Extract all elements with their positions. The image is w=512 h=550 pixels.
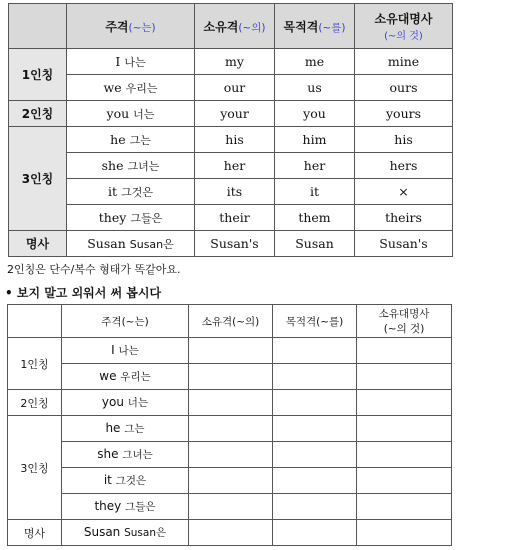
answer-cell[interactable] bbox=[357, 468, 452, 494]
answer-cell[interactable] bbox=[357, 520, 452, 546]
table-row bbox=[9, 49, 453, 75]
objective-cell: her bbox=[275, 153, 355, 179]
header-objective: 목적격(~를) bbox=[273, 305, 357, 338]
objective-cell: them bbox=[275, 205, 355, 231]
table-row bbox=[9, 75, 453, 101]
answer-cell[interactable] bbox=[273, 364, 357, 390]
answer-cell[interactable] bbox=[189, 416, 273, 442]
subjective-cell: we 우리는 bbox=[67, 75, 195, 101]
table-row bbox=[8, 442, 452, 468]
answer-cell[interactable] bbox=[273, 468, 357, 494]
header-row bbox=[9, 4, 453, 49]
pronoun-cell: his bbox=[355, 127, 453, 153]
table-row bbox=[9, 127, 453, 153]
table-row bbox=[9, 101, 453, 127]
pronoun-cell: mine bbox=[355, 49, 453, 75]
subjective-cell: you 너는 bbox=[62, 390, 189, 416]
answer-cell[interactable] bbox=[357, 390, 452, 416]
row-group-third-person: 3인칭 bbox=[9, 127, 67, 231]
answer-cell[interactable] bbox=[357, 442, 452, 468]
answer-cell[interactable] bbox=[273, 390, 357, 416]
header-subjective: 주격(~는) bbox=[67, 4, 195, 49]
answer-cell[interactable] bbox=[273, 338, 357, 364]
subjective-cell: I 나는 bbox=[67, 49, 195, 75]
table-row bbox=[8, 416, 452, 442]
row-group-third-person: 3인칭 bbox=[8, 416, 62, 520]
subjective-cell: he 그는 bbox=[67, 127, 195, 153]
pronoun-cell: hers bbox=[355, 153, 453, 179]
objective-cell: him bbox=[275, 127, 355, 153]
pronoun-reference-table bbox=[8, 3, 453, 257]
header-blank bbox=[9, 4, 67, 49]
objective-cell: us bbox=[275, 75, 355, 101]
answer-cell[interactable] bbox=[189, 364, 273, 390]
table-row bbox=[9, 153, 453, 179]
table-row bbox=[8, 468, 452, 494]
row-group-second-person: 2인칭 bbox=[8, 390, 62, 416]
answer-cell[interactable] bbox=[357, 364, 452, 390]
answer-cell[interactable] bbox=[273, 442, 357, 468]
answer-cell[interactable] bbox=[189, 520, 273, 546]
objective-cell: you bbox=[275, 101, 355, 127]
possessive-cell: her bbox=[195, 153, 275, 179]
possessive-cell: his bbox=[195, 127, 275, 153]
header-possessive: 소유격(~의) bbox=[189, 305, 273, 338]
row-group-first-person: 1인칭 bbox=[8, 338, 62, 390]
subjective-cell: it 그것은 bbox=[62, 468, 189, 494]
table-row bbox=[8, 520, 452, 546]
answer-cell[interactable] bbox=[189, 442, 273, 468]
table-row bbox=[9, 231, 453, 257]
subjective-cell: it 그것은 bbox=[67, 179, 195, 205]
row-group-noun: 명사 bbox=[9, 231, 67, 257]
subjective-cell: Susan Susan은 bbox=[67, 231, 195, 257]
possessive-cell: your bbox=[195, 101, 275, 127]
answer-cell[interactable] bbox=[273, 520, 357, 546]
answer-cell[interactable] bbox=[189, 468, 273, 494]
answer-cell[interactable] bbox=[189, 494, 273, 520]
table-row bbox=[8, 494, 452, 520]
header-possessive-pronoun: 소유대명사 (~의 것) bbox=[355, 4, 453, 49]
subjective-cell: he 그는 bbox=[62, 416, 189, 442]
possessive-cell: my bbox=[195, 49, 275, 75]
table-row bbox=[8, 364, 452, 390]
row-group-second-person: 2인칭 bbox=[9, 101, 67, 127]
section-heading: • 보지 말고 외워서 써 봅시다 bbox=[5, 286, 162, 300]
table-row bbox=[8, 338, 452, 364]
row-group-noun: 명사 bbox=[8, 520, 62, 546]
header-subjective: 주격(~는) bbox=[62, 305, 189, 338]
possessive-cell: our bbox=[195, 75, 275, 101]
possessive-cell: Susan's bbox=[195, 231, 275, 257]
subjective-cell: we 우리는 bbox=[62, 364, 189, 390]
answer-cell[interactable] bbox=[357, 416, 452, 442]
pronoun-cell: yours bbox=[355, 101, 453, 127]
row-group-first-person: 1인칭 bbox=[9, 49, 67, 101]
answer-cell[interactable] bbox=[357, 338, 452, 364]
subjective-cell: they 그들은 bbox=[67, 205, 195, 231]
table-row bbox=[9, 179, 453, 205]
subjective-cell: I 나는 bbox=[62, 338, 189, 364]
objective-cell: it bbox=[275, 179, 355, 205]
subjective-cell: she 그녀는 bbox=[67, 153, 195, 179]
subjective-cell: you 너는 bbox=[67, 101, 195, 127]
answer-cell[interactable] bbox=[273, 494, 357, 520]
answer-cell[interactable] bbox=[189, 390, 273, 416]
answer-cell[interactable] bbox=[189, 338, 273, 364]
header-possessive-pronoun: 소유대명사 (~의 것) bbox=[357, 305, 452, 338]
answer-cell[interactable] bbox=[357, 494, 452, 520]
subjective-cell: they 그들은 bbox=[62, 494, 189, 520]
possessive-cell: its bbox=[195, 179, 275, 205]
header-row bbox=[8, 305, 452, 338]
header-objective: 목적격(~를) bbox=[275, 4, 355, 49]
table-row bbox=[9, 205, 453, 231]
subjective-cell: Susan Susan은 bbox=[62, 520, 189, 546]
subjective-cell: she 그녀는 bbox=[62, 442, 189, 468]
objective-cell: Susan bbox=[275, 231, 355, 257]
possessive-cell: their bbox=[195, 205, 275, 231]
pronoun-cell: Susan's bbox=[355, 231, 453, 257]
table-row bbox=[8, 390, 452, 416]
header-possessive: 소유격(~의) bbox=[195, 4, 275, 49]
practice-table bbox=[7, 304, 452, 546]
objective-cell: me bbox=[275, 49, 355, 75]
answer-cell[interactable] bbox=[273, 416, 357, 442]
pronoun-cell: theirs bbox=[355, 205, 453, 231]
pronoun-cell: × bbox=[355, 179, 453, 205]
pronoun-cell: ours bbox=[355, 75, 453, 101]
header-blank bbox=[8, 305, 62, 338]
note-text: 2인칭은 단수/복수 형태가 똑같아요. bbox=[7, 263, 181, 276]
